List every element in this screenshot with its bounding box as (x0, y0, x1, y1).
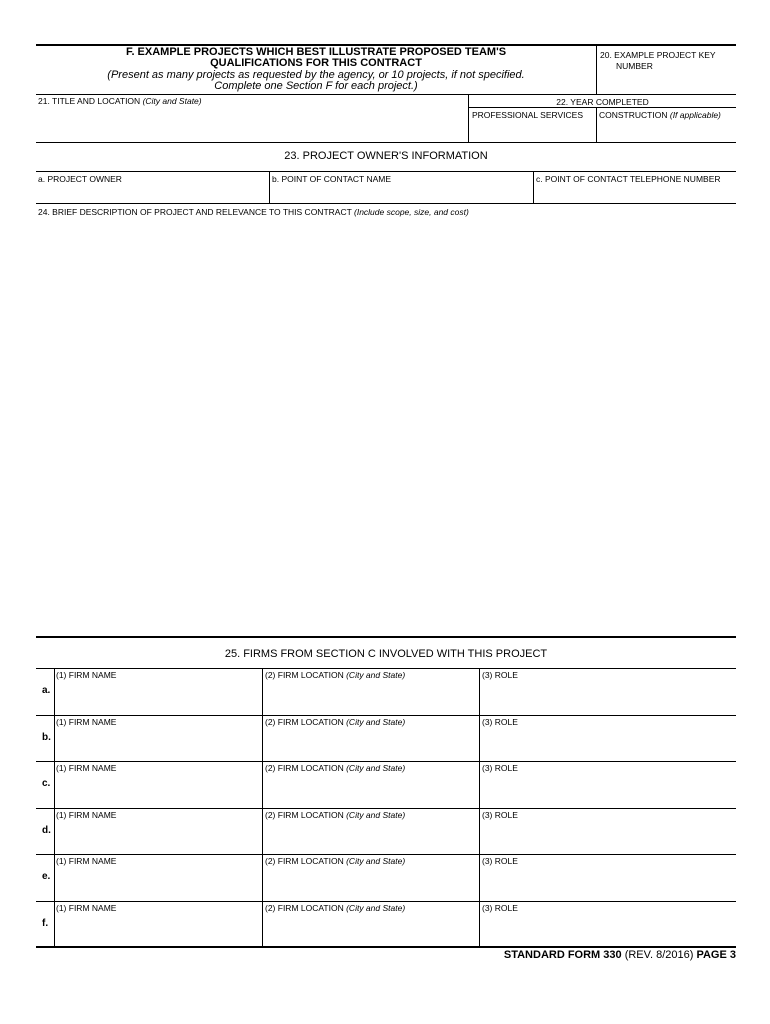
professional-services-field[interactable] (469, 122, 595, 142)
firm-location-label: (2) FIRM LOCATION (City and State) (265, 903, 406, 913)
construction-label: CONSTRUCTION (If applicable) (599, 110, 721, 120)
form-footer (504, 949, 736, 961)
firm-name-field[interactable] (55, 914, 261, 946)
row24-top-border (36, 203, 736, 204)
firm-location-field[interactable] (263, 774, 478, 807)
firm-location-label: (2) FIRM LOCATION (City and State) (265, 810, 406, 820)
firm-name-field[interactable] (55, 867, 261, 900)
firm-row-top-rule (36, 668, 736, 669)
firm-location-field[interactable] (263, 681, 478, 714)
firm-location-field[interactable] (263, 914, 478, 946)
form-revision: (REV. 8/2016) (624, 949, 694, 961)
firm-role-field[interactable] (480, 821, 735, 853)
firm-row-letter: e. (42, 871, 51, 882)
section-subtitle-line1: (Present as many projects as requested by the agency, or 10 projects, if not specified. (107, 69, 525, 81)
firm-location-field[interactable] (263, 867, 478, 900)
key-number-field[interactable] (597, 72, 735, 94)
firm-name-label: (1) FIRM NAME (56, 903, 117, 913)
row23-top-border (36, 142, 736, 143)
firm-location-field[interactable] (263, 821, 478, 853)
firm-row-letter: b. (42, 732, 51, 743)
title-location-label: 21. TITLE AND LOCATION (City and State) (38, 96, 202, 106)
firm-row-letter: f. (42, 918, 49, 929)
firm-row-top-rule (36, 808, 736, 809)
firm-role-label: (3) ROLE (482, 717, 518, 727)
firm-role-label: (3) ROLE (482, 763, 518, 773)
firm-role-label: (3) ROLE (482, 903, 518, 913)
description-label: 24. BRIEF DESCRIPTION OF PROJECT AND RELEVANCE TO THIS CONTRACT (Include scope, size, and cost) (38, 207, 469, 217)
firm-location-field[interactable] (263, 728, 478, 760)
firm-name-label: (1) FIRM NAME (56, 763, 117, 773)
firm-name-label: (1) FIRM NAME (56, 670, 117, 680)
firm-role-field[interactable] (480, 728, 735, 760)
firm-row-letter: d. (42, 825, 51, 836)
firm-role-field[interactable] (480, 914, 735, 946)
project-owner-field[interactable] (37, 185, 268, 203)
firm-location-label: (2) FIRM LOCATION (City and State) (265, 763, 406, 773)
firm-role-field[interactable] (480, 774, 735, 807)
section-subtitle-line2: Complete one Section F for each project.) (214, 80, 418, 92)
key-number-label-line2: NUMBER (616, 61, 653, 71)
year-completed-rule (468, 107, 736, 108)
section-title-line2: QUALIFICATIONS FOR THIS CONTRACT (210, 57, 422, 69)
firm-row-top-rule (36, 715, 736, 716)
firm-name-label: (1) FIRM NAME (56, 717, 117, 727)
firm-row-top-rule (36, 901, 736, 902)
firm-name-field[interactable] (55, 728, 261, 760)
key-number-label-line1: 20. EXAMPLE PROJECT KEY (600, 50, 716, 60)
firm-role-label: (3) ROLE (482, 670, 518, 680)
firm-role-label: (3) ROLE (482, 856, 518, 866)
page-number: PAGE 3 (696, 949, 736, 961)
year-completed-label: 22. YEAR COMPLETED (556, 97, 649, 107)
firm-role-field[interactable] (480, 867, 735, 900)
section-title-line1: F. EXAMPLE PROJECTS WHICH BEST ILLUSTRATE PROPOSED TEAM'S (125, 46, 507, 58)
row25-top-border (36, 636, 736, 638)
firm-name-label: (1) FIRM NAME (56, 856, 117, 866)
firm-name-field[interactable] (55, 681, 261, 714)
description-field[interactable] (37, 219, 735, 633)
firm-name-label: (1) FIRM NAME (56, 810, 117, 820)
owner-info-rule (36, 171, 736, 172)
contact-phone-label: c. POINT OF CONTACT TELEPHONE NUMBER (536, 174, 721, 184)
firm-location-label: (2) FIRM LOCATION (City and State) (265, 717, 406, 727)
firm-location-label: (2) FIRM LOCATION (City and State) (265, 856, 406, 866)
construction-field[interactable] (597, 122, 735, 142)
firms-heading: 25. FIRMS FROM SECTION C INVOLVED WITH THIS PROJECT (224, 648, 548, 660)
contact-name-label: b. POINT OF CONTACT NAME (272, 174, 392, 184)
firm-location-label: (2) FIRM LOCATION (City and State) (265, 670, 406, 680)
firm-role-field[interactable] (480, 681, 735, 714)
title-location-field[interactable] (37, 108, 467, 142)
form-bottom-border (36, 946, 736, 948)
firm-role-label: (3) ROLE (482, 810, 518, 820)
firm-row-letter: c. (42, 778, 51, 789)
firm-name-field[interactable] (55, 821, 261, 853)
professional-services-label: PROFESSIONAL SERVICES (472, 110, 584, 120)
firm-row-top-rule (36, 761, 736, 762)
form-name: STANDARD FORM 330 (503, 949, 622, 961)
owner-info-heading: 23. PROJECT OWNER'S INFORMATION (284, 150, 488, 162)
project-owner-label: a. PROJECT OWNER (38, 174, 122, 184)
contact-phone-field[interactable] (534, 185, 735, 203)
contact-name-field[interactable] (270, 185, 532, 203)
firm-row-top-rule (36, 854, 736, 855)
row21-top-border (36, 94, 736, 95)
firm-name-field[interactable] (55, 774, 261, 807)
firm-row-letter: a. (42, 685, 51, 696)
